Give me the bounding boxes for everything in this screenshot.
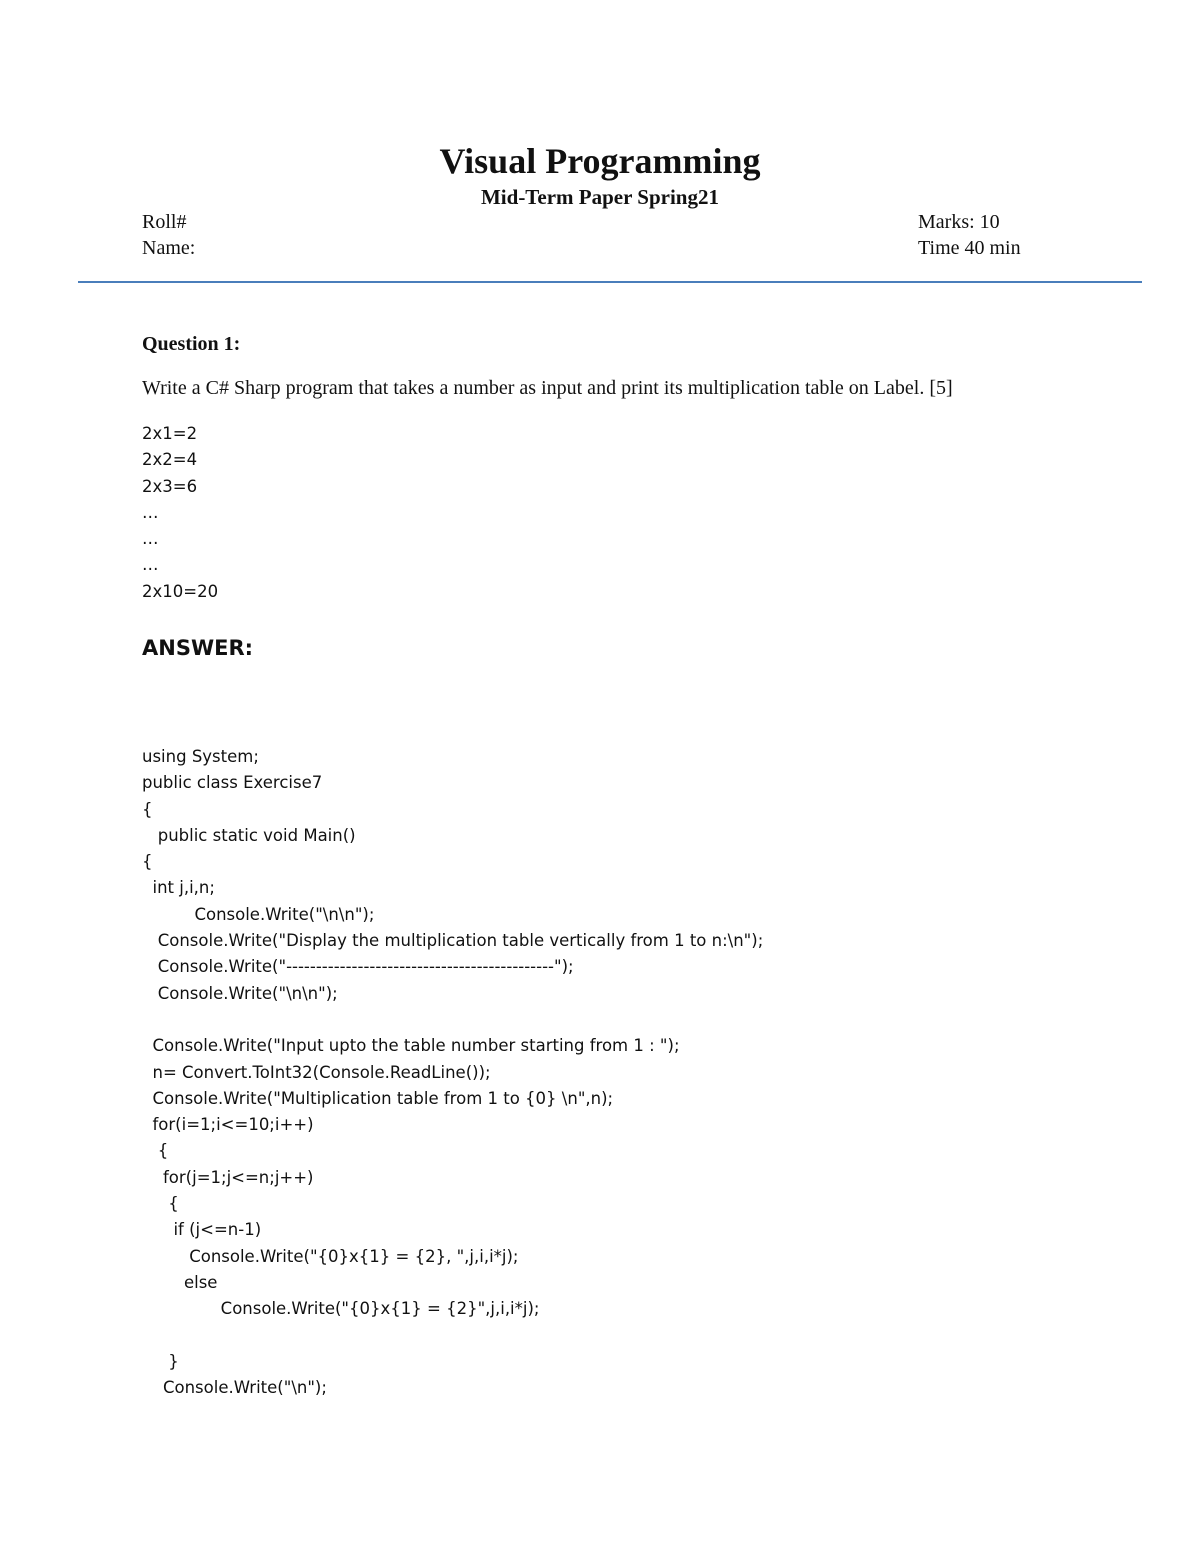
question-text: Write a C# Sharp program that takes a number as input and print its multiplication table on Label. [5] bbox=[142, 377, 953, 399]
name-label: Name: bbox=[142, 237, 196, 259]
sample-output-line: … bbox=[142, 502, 159, 522]
sample-output bbox=[142, 421, 218, 605]
code-line: n= Convert.ToInt32(Console.ReadLine()); bbox=[142, 1062, 491, 1082]
document-title: Visual Programming bbox=[439, 141, 761, 181]
code-line: { bbox=[142, 1141, 169, 1161]
question-heading: Question 1: bbox=[142, 333, 241, 355]
code-line bbox=[142, 1323, 763, 1349]
code-line: if (j<=n-1) bbox=[142, 1220, 262, 1240]
code-line: Console.Write("Multiplication table from 1 to {0} \n",n); bbox=[142, 1088, 614, 1108]
code-line: public static void Main() bbox=[142, 825, 356, 845]
code-line: { bbox=[142, 852, 153, 872]
marks-label: Marks: 10 bbox=[918, 211, 1000, 233]
code-line: Console.Write("\n"); bbox=[142, 1378, 327, 1398]
sample-output-line: 2x1=2 bbox=[142, 424, 198, 443]
time-label: Time 40 min bbox=[918, 237, 1021, 259]
roll-number-label: Roll# bbox=[142, 211, 187, 233]
code-line: Console.Write("\n\n"); bbox=[142, 983, 338, 1003]
code-line: for(i=1;i<=10;i++) bbox=[142, 1115, 314, 1135]
code-line: using System; bbox=[142, 747, 259, 766]
code-line: for(j=1;j<=n;j++) bbox=[142, 1167, 314, 1187]
code-line: Console.Write("Input upto the table number starting from 1 : "); bbox=[142, 1036, 680, 1056]
code-line: int j,i,n; bbox=[142, 878, 215, 898]
sample-output-line: 2x3=6 bbox=[142, 476, 198, 496]
code-line: { bbox=[142, 799, 153, 819]
code-line: Console.Write("\n\n"); bbox=[142, 904, 375, 924]
code-line: } bbox=[142, 1351, 179, 1371]
answer-code bbox=[142, 744, 763, 1401]
answer-heading: ANSWER: bbox=[142, 636, 254, 660]
sample-output-line: … bbox=[142, 555, 159, 575]
code-line: Console.Write("{0}x{1} = {2}, ",j,i,i*j); bbox=[142, 1246, 519, 1266]
code-line: Console.Write("---------------------------------------------"); bbox=[142, 957, 574, 977]
document-subtitle: Mid-Term Paper Spring21 bbox=[480, 185, 719, 209]
code-line: else bbox=[142, 1272, 218, 1292]
header-divider bbox=[78, 281, 1142, 283]
code-line: Console.Write("Display the multiplication table vertically from 1 to n:\n"); bbox=[142, 931, 764, 951]
code-line bbox=[142, 1007, 763, 1033]
sample-output-line: 2x10=20 bbox=[142, 581, 219, 601]
code-line: Console.Write("{0}x{1} = {2}",j,i,i*j); bbox=[142, 1299, 540, 1319]
code-line: public class Exercise7 bbox=[142, 773, 323, 793]
sample-output-line: 2x2=4 bbox=[142, 450, 198, 470]
code-line: { bbox=[142, 1194, 179, 1214]
sample-output-line: … bbox=[142, 529, 159, 549]
